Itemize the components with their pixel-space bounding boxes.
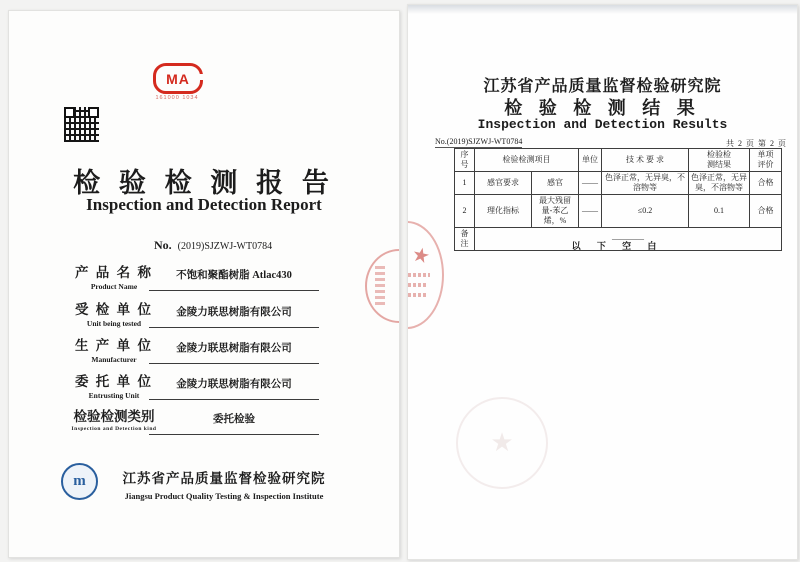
scan-edge-shadow [408,5,797,14]
cell-category: 理化指标 [475,195,532,228]
remark-value: ———— [475,228,782,251]
cma-mark-text: MA [166,70,190,87]
field-entrusting-unit [9,370,399,404]
faint-official-seal-icon [456,397,548,489]
cell-seq: 1 [455,172,475,195]
cell-evaluation: 合格 [750,172,782,195]
cell-category: 感官要求 [475,172,532,195]
cell-unit: —— [579,172,602,195]
cell-requirement: ≤0.2 [602,195,689,228]
field-label-en: Entrusting Unit [88,391,140,400]
field-value: 金陵力联思树脂有限公司 [149,376,319,400]
cell-item: 最大残留量-苯乙烯，% [532,195,579,228]
blank-below-note: 以 下 空 白 [571,241,664,251]
page-count-info: 共 2 页 第 2 页 [726,139,787,148]
field-value: 金陵力联思树脂有限公司 [149,304,319,328]
institute-logo-icon [61,463,98,500]
field-value: 委托检验 [149,411,319,435]
report-number-label: No. [154,238,172,252]
col-requirement: 技 术 要 求 [602,149,689,172]
cell-unit: —— [579,195,602,228]
results-title-en: Inspection and Detection Results [477,117,728,132]
field-product-name [9,261,399,295]
results-table [454,148,782,251]
results-org-name: 江苏省产品质量监督检验研究院 [483,78,722,95]
results-title-cn: 检 验 检 测 结 果 [504,98,701,118]
report-cover-page [8,10,400,558]
seam-stamp-fragment-icon [407,221,448,329]
results-report-number: No.(2019)SJZWJ-WT0784 [435,137,523,146]
cell-seq: 2 [455,195,475,228]
institute-name-en: Jiangsu Product Quality Testing & Inspection Institute [124,491,324,501]
report-title-cn: 检 验 检 测 报 告 [73,168,335,198]
institute-name-cn: 江苏省产品质量监督检验研究院 [122,471,326,486]
field-label-en: Product Name [90,282,138,291]
cma-cert-number: 161000 1034 [155,95,199,101]
report-number-value: (2019)SJZWJ-WT0784 [177,241,273,252]
cell-item: 感官 [532,172,579,195]
field-unit-tested [9,298,399,332]
table-row [455,172,782,195]
col-seq: 序号 [455,149,475,172]
report-title-en: Inspection and Detection Report [86,195,322,214]
field-label-en: Inspection and Detection kind [71,426,157,432]
col-result: 检验检测结果 [689,149,750,172]
report-number-line [154,238,272,253]
cell-result: 色泽正常，无异臭，不溶物等 [689,172,750,195]
col-evaluation: 单项评价 [750,149,782,172]
field-label-cn: 产 品 名 称 [74,265,154,280]
cell-evaluation: 合格 [750,195,782,228]
table-row [455,195,782,228]
field-value: 不饱和聚酯树脂 Atlac430 [149,267,319,291]
field-inspection-kind [9,405,399,439]
field-label-cn: 委 托 单 位 [74,374,154,389]
cma-accreditation-icon [153,63,203,94]
cell-result: 0.1 [689,195,750,228]
field-label-cn: 受 检 单 位 [74,302,154,317]
cell-requirement: 色泽正常，无异臭，不溶物等 [602,172,689,195]
field-value: 金陵力联思树脂有限公司 [149,340,319,364]
report-results-page [407,4,798,560]
qr-code-icon [64,107,99,142]
field-label-en: Manufacturer [91,355,137,364]
field-label-cn: 检验检测类别 [73,409,155,424]
field-manufacturer [9,334,399,368]
col-unit: 单位 [579,149,602,172]
col-item: 检验检测项目 [475,149,579,172]
field-label-en: Unit being tested [86,319,142,328]
results-table-header [455,149,782,172]
institute-logo-glyph: m [73,473,86,489]
seal-star-icon: ★ [490,428,514,457]
remark-label: 备注 [455,228,475,251]
stamp-star-icon: ★ [409,243,432,269]
field-label-cn: 生 产 单 位 [74,338,154,353]
